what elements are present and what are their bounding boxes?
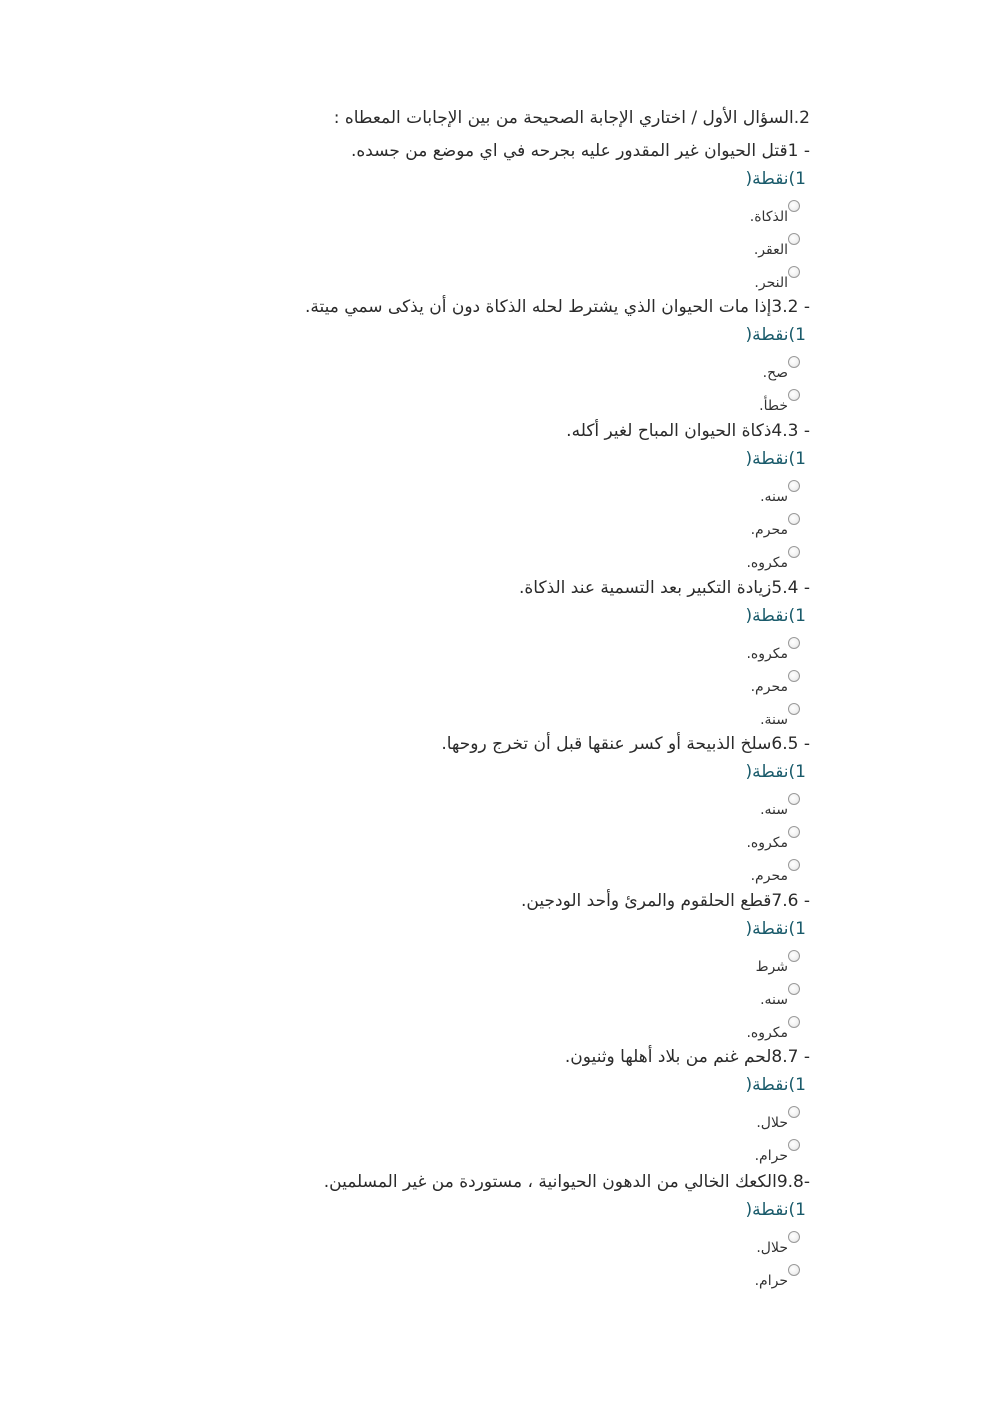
answer-option[interactable] — [300, 476, 800, 509]
option-label: سنه. — [760, 802, 788, 818]
option-label: خطأ. — [759, 398, 788, 414]
question-text: - 4.3ذكاة الحيوان المباح لغير أكله. — [566, 421, 810, 441]
radio-button[interactable] — [788, 513, 800, 525]
radio-button[interactable] — [788, 389, 800, 401]
question-points: 1)نقطة( — [745, 449, 806, 469]
option-label: حرام. — [754, 1273, 788, 1289]
radio-button[interactable] — [788, 1264, 800, 1276]
question-text: -9.8الكعك الخالي من الدهون الحيوانية ، مستوردة من غير المسلمين. — [323, 1172, 810, 1192]
option-label: سنه. — [760, 489, 788, 505]
option-label: محرم. — [750, 522, 788, 538]
question-block — [300, 1042, 810, 1168]
question-block — [300, 292, 810, 418]
question-points: 1)نقطة( — [745, 1200, 806, 1220]
answer-option[interactable] — [300, 1102, 800, 1135]
section-heading: 2.السؤال الأول / اختاري الإجابة الصحيحة من بين الإجابات المعطاه : — [333, 108, 810, 128]
radio-button[interactable] — [788, 266, 800, 278]
answer-option[interactable] — [300, 509, 800, 542]
answer-option[interactable] — [300, 666, 800, 699]
answer-option[interactable] — [300, 855, 800, 888]
radio-button[interactable] — [788, 793, 800, 805]
option-label: سنه. — [760, 992, 788, 1008]
question-points: 1)نقطة( — [745, 325, 806, 345]
radio-button[interactable] — [788, 356, 800, 368]
option-label: حلال. — [756, 1240, 788, 1256]
question-points: 1)نقطة( — [745, 1075, 806, 1095]
option-label: مكروه. — [746, 555, 788, 571]
radio-button[interactable] — [788, 859, 800, 871]
question-points: 1)نقطة( — [745, 169, 806, 189]
question-text: - 8.7لحم غنم من بلاد أهلها وثنيون. — [564, 1047, 810, 1067]
question-block — [300, 1167, 810, 1293]
answer-option[interactable] — [300, 1227, 800, 1260]
radio-button[interactable] — [788, 983, 800, 995]
question-block — [300, 136, 810, 295]
answer-option[interactable] — [300, 262, 800, 295]
answer-option[interactable] — [300, 1135, 800, 1168]
radio-button[interactable] — [788, 233, 800, 245]
option-label: شرط — [755, 959, 788, 975]
question-block — [300, 416, 810, 575]
question-text: - 1قتل الحيوان غير المقدور عليه بجرحه في اي موضع من جسده. — [351, 141, 810, 161]
answer-option[interactable] — [300, 385, 800, 418]
radio-button[interactable] — [788, 826, 800, 838]
radio-button[interactable] — [788, 200, 800, 212]
question-block — [300, 573, 810, 732]
option-label: النحر. — [754, 275, 788, 291]
answer-option[interactable] — [300, 196, 800, 229]
radio-button[interactable] — [788, 1016, 800, 1028]
question-points: 1)نقطة( — [745, 606, 806, 626]
answer-option[interactable] — [300, 1260, 800, 1293]
radio-button[interactable] — [788, 480, 800, 492]
question-text: - 5.4زيادة التكبير بعد التسمية عند الذكاة. — [518, 578, 810, 598]
radio-button[interactable] — [788, 670, 800, 682]
question-text: - 6.5سلخ الذبيحة أو كسر عنقها قبل أن تخرج روحها. — [441, 734, 810, 754]
question-points: 1)نقطة( — [745, 762, 806, 782]
radio-button[interactable] — [788, 950, 800, 962]
radio-button[interactable] — [788, 546, 800, 558]
answer-option[interactable] — [300, 946, 800, 979]
option-label: مكروه. — [746, 835, 788, 851]
answer-option[interactable] — [300, 633, 800, 666]
option-label: حلال. — [756, 1115, 788, 1131]
option-label: حرام. — [754, 1148, 788, 1164]
answer-option[interactable] — [300, 789, 800, 822]
radio-button[interactable] — [788, 1231, 800, 1243]
option-label: صح. — [762, 365, 788, 381]
answer-option[interactable] — [300, 352, 800, 385]
answer-option[interactable] — [300, 979, 800, 1012]
radio-button[interactable] — [788, 1106, 800, 1118]
question-text: - 7.6قطع الحلقوم والمرئ وأحد الودجين. — [521, 891, 810, 911]
question-points: 1)نقطة( — [745, 919, 806, 939]
option-label: محرم. — [750, 868, 788, 884]
option-label: العقر. — [753, 242, 788, 258]
option-label: الذكاة. — [749, 209, 788, 225]
answer-option[interactable] — [300, 229, 800, 262]
option-label: مكروه. — [746, 646, 788, 662]
radio-button[interactable] — [788, 637, 800, 649]
question-block — [300, 886, 810, 1045]
answer-option[interactable] — [300, 699, 800, 732]
question-block — [300, 729, 810, 888]
option-label: محرم. — [750, 679, 788, 695]
question-text: - 3.2إذا مات الحيوان الذي يشترط لحله الذكاة دون أن يذكى سمي ميتة. — [304, 297, 810, 317]
option-label: مكروه. — [746, 1025, 788, 1041]
radio-button[interactable] — [788, 703, 800, 715]
answer-option[interactable] — [300, 1012, 800, 1045]
answer-option[interactable] — [300, 542, 800, 575]
option-label: سنة. — [760, 712, 788, 728]
answer-option[interactable] — [300, 822, 800, 855]
radio-button[interactable] — [788, 1139, 800, 1151]
